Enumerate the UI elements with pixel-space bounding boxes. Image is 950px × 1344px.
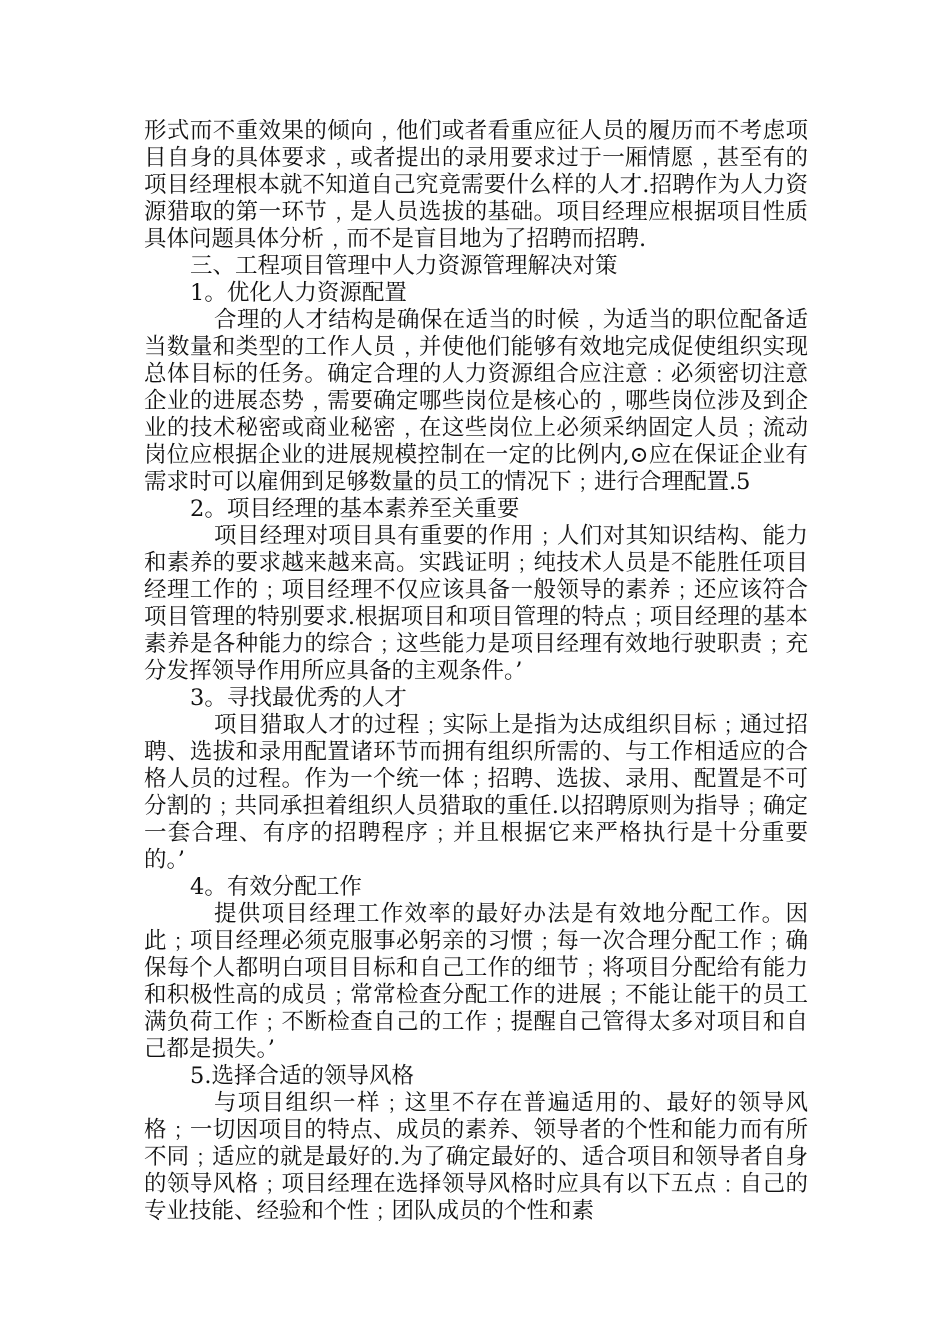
paragraph: 合理的人才结构是确保在适当的时候﹐为适当的职位配备适当数量和类型的工作人员﹐并使他们能够有效地完成促使组织实现总体目标的任务。确定合理的人力资源组合应注意﹕必须密切注意企业的进展态势﹐需要确定哪些岗位是核心的﹐哪些岗位涉及到企业的技术秘密或商业秘密﹐在这些岗位上必须采纳固定人员﹔流动岗位应根据企业的进展规模控制在一定的比例内,⊙应在保证企业有需求时可以雇佣到足够数量的员工的情况下﹔进行合理配置.5	[144, 307, 808, 495]
document-body	[144, 118, 808, 1225]
paragraph-continuation: 形式而不重效果的倾向﹐他们或者看重应征人员的履历而不考虑项目自身的具体要求﹐或者提出的录用要求过于一厢情愿﹐甚至有的项目经理根本就不知道自己究竟需要什么样的人才.招聘作为人力资源猎取的第一环节﹐是人员选拔的基础。项目经理应根据项目性质具体问题具体分析﹐而不是盲目地为了招聘而招聘.	[144, 118, 808, 252]
subsection-heading: 1。优化人力资源配置	[190, 280, 407, 306]
subsection-heading: 2。项目经理的基本素养至关重要	[190, 496, 520, 522]
subsection-heading: 5.选择合适的领导风格	[190, 1063, 414, 1089]
section-heading: 三、工程项目管理中人力资源管理解决对策	[190, 253, 618, 279]
paragraph: 项目经理对项目具有重要的作用﹔人们对其知识结构、能力和素养的要求越来越来高。实践证明﹔纯技术人员是不能胜任项目经理工作的﹔项目经理不仅应该具备一般领导的素养﹔还应该符合项目管理的特别要求.根据项目和项目管理的特点﹔项目经理的基本素养是各种能力的综合﹔这些能力是项目经理有效地行驶职责﹔充分发挥领导作用所应具备的主观条件。’	[144, 523, 808, 684]
subsection-heading: 4。有效分配工作	[190, 874, 362, 900]
paragraph: 提供项目经理工作效率的最好办法是有效地分配工作。因此﹔项目经理必须克服事必躬亲的习惯﹔每一次合理分配工作﹔确保每个人都明白项目目标和自己工作的细节﹔将项目分配给有能力和积极性高的成员﹔常常检查分配工作的进展﹔不能让能干的员工满负荷工作﹔不断检查自己的工作﹔提醒自己管得太多对项目和自己都是损失。’	[144, 901, 808, 1062]
paragraph: 与项目组织一样﹔这里不存在普遍适用的、最好的领导风格﹔一切因项目的特点、成员的素养、领导者的个性和能力而有所不同﹔适应的就是最好的.为了确定最好的、适合项目和领导者自身的领导风格﹔项目经理在选择领导风格时应具有以下五点﹕自己的专业技能、经验和个性﹔团队成员的个性和素	[144, 1090, 808, 1224]
subsection-heading: 3。寻找最优秀的人才	[190, 685, 407, 711]
paragraph: 项目猎取人才的过程﹔实际上是指为达成组织目标﹔通过招聘、选拔和录用配置诸环节而拥有组织所需的、与工作相适应的合格人员的过程。作为一个统一体﹔招聘、选拔、录用、配置是不可分割的﹔共同承担着组织人员猎取的重任.以招聘原则为指导﹔确定一套合理、有序的招聘程序﹔并且根据它来严格执行是十分重要的。’	[144, 712, 808, 873]
